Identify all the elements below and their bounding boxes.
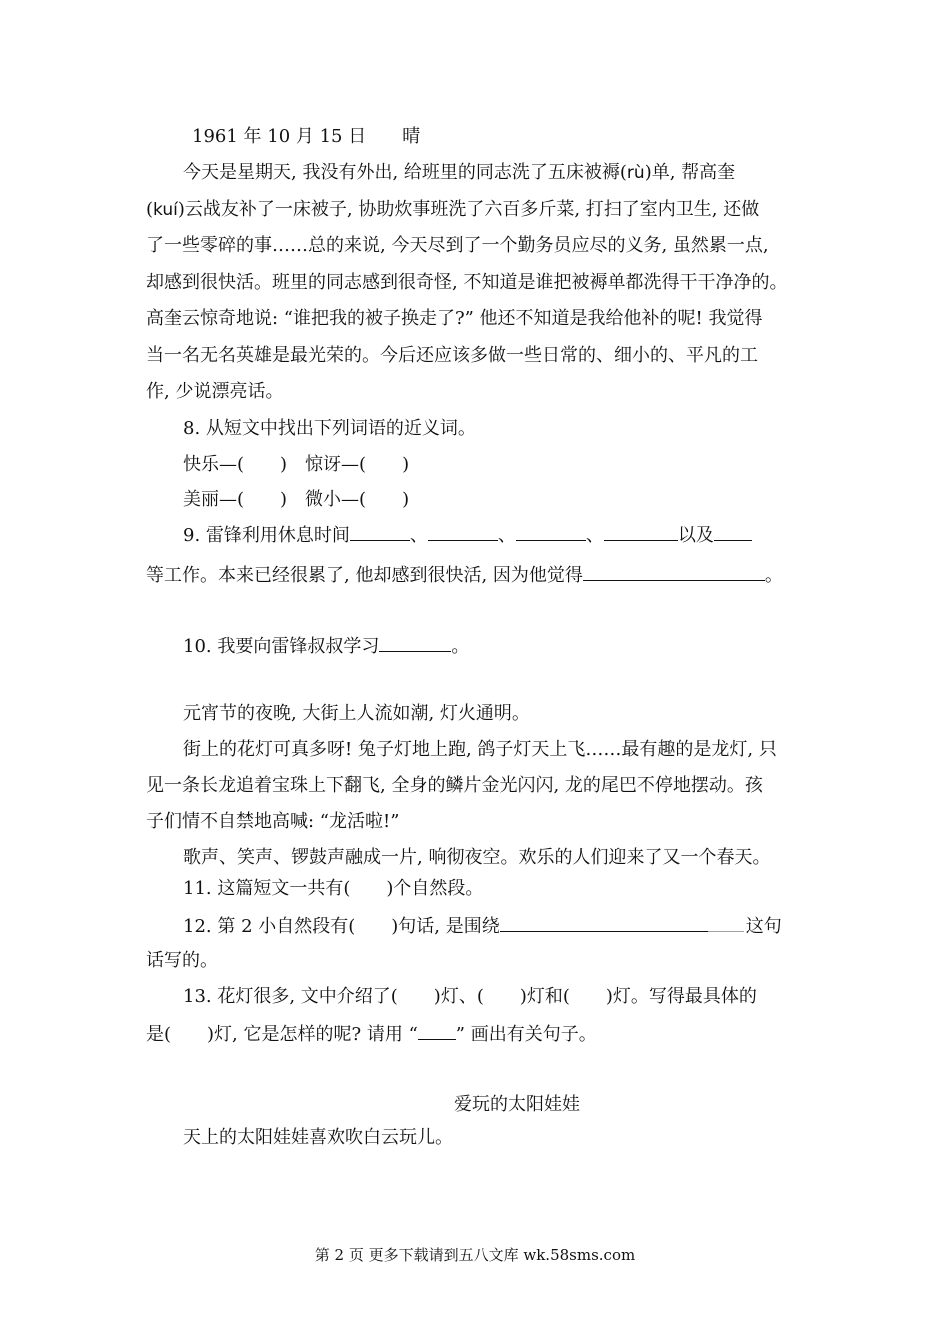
- text: 。: [451, 636, 470, 657]
- text: 10. 我要向雷锋叔叔学习: [183, 636, 380, 657]
- text: 、: [409, 525, 428, 546]
- answer-blank[interactable]: [583, 562, 765, 581]
- question-12-line-1: [183, 913, 816, 939]
- page-footer: 第 2 页 更多下载请到五八文库 wk.58sms.com: [314, 1246, 636, 1264]
- passage-2-para-2c: 子们情不自禁地高喊: “龙活啦!”: [146, 811, 400, 832]
- question-8: 8. 从短文中找出下列词语的近义词。: [183, 418, 476, 439]
- passage-2-para-3: 歌声、笑声、锣鼓声融成一片, 响彻夜空。欢乐的人们迎来了又一个春天。: [183, 847, 771, 868]
- text: )单, 帮高奎: [644, 162, 736, 183]
- diary-line-7: 作, 少说漂亮话。: [146, 381, 284, 402]
- question-13-line-2: [146, 1021, 816, 1047]
- text: 爱玩的太阳娃娃: [454, 1094, 580, 1115]
- text: 这句: [745, 916, 782, 937]
- text: 以及: [677, 525, 714, 546]
- pinyin-ru: rù: [626, 163, 645, 183]
- question-8-row-2: 美丽—( ) 微小—( ): [183, 489, 410, 510]
- question-10: [183, 633, 816, 659]
- underline-sample: [418, 1021, 456, 1040]
- question-11: 11. 这篇短文一共有( )个自然段。: [183, 878, 484, 899]
- passage-2-para-2a: 街上的花灯可真多呀! 兔子灯地上跑, 鸽子灯天上飞……最有趣的是龙灯, 只: [183, 739, 777, 760]
- diary-line-1: [183, 161, 816, 185]
- text: ” 画出有关句子。: [455, 1024, 597, 1045]
- question-12-line-2: 话写的。: [146, 950, 218, 971]
- answer-blank[interactable]: [428, 522, 498, 541]
- answer-blank[interactable]: [714, 522, 752, 541]
- answer-blank[interactable]: [500, 913, 708, 932]
- pinyin-kui: kuí: [153, 200, 178, 220]
- question-9-line-1: [183, 522, 816, 548]
- diary-line-3: 了一些零碎的事……总的来说, 今天尽到了一个勤务员应尽的义务, 虽然累一点,: [146, 235, 769, 256]
- answer-blank[interactable]: [379, 633, 451, 652]
- text: (: [146, 199, 154, 220]
- answer-blank-extension[interactable]: [708, 913, 744, 932]
- diary-line-4: 却感到很快活。班里的同志感到很奇怪, 不知道是谁把被褥单都洗得干干净净的。: [146, 272, 788, 293]
- question-9-line-2: [146, 562, 816, 588]
- diary-line-2: [146, 198, 816, 222]
- answer-blank[interactable]: [350, 522, 410, 541]
- text: )云战友补了一床被子, 协助炊事班洗了六百多斤菜, 打扫了室内卫生, 还做: [177, 199, 760, 220]
- text: 是( )灯, 它是怎样的呢? 请用 “: [146, 1024, 418, 1045]
- diary-line-5: 高奎云惊奇地说: “谁把我的被子换走了?” 他还不知道是我给他补的呢! 我觉得: [146, 308, 763, 329]
- question-8-row-1: 快乐—( ) 惊讶—( ): [183, 454, 410, 475]
- text: 、: [497, 525, 516, 546]
- text: 今天是星期天, 我没有外出, 给班里的同志洗了五床被褥(: [183, 162, 627, 183]
- passage-2-para-2b: 见一条长龙追着宝珠上下翻飞, 全身的鳞片金光闪闪, 龙的尾巴不停地摆动。孩: [146, 775, 763, 796]
- answer-blank[interactable]: [516, 522, 586, 541]
- passage-3-para-1: 天上的太阳娃娃喜欢吹白云玩儿。: [183, 1127, 453, 1148]
- text: 9. 雷锋利用休息时间: [183, 525, 350, 546]
- passage-3-title: [0, 1093, 950, 1117]
- answer-blank[interactable]: [604, 522, 678, 541]
- diary-line-6: 当一名无名英雄是最光荣的。今后还应该多做一些日常的、细小的、平凡的工: [146, 345, 758, 366]
- question-13-line-1: 13. 花灯很多, 文中介绍了( )灯、( )灯和( )灯。写得最具体的: [183, 986, 757, 1007]
- text: 12. 第 2 小自然段有( )句话, 是围绕: [183, 916, 500, 937]
- text: 。: [764, 565, 783, 586]
- passage-2-para-1: 元宵节的夜晚, 大街上人流如潮, 灯火通明。: [183, 703, 530, 724]
- diary-date: 1961 年 10 月 15 日 晴: [192, 126, 421, 147]
- text: 等工作。本来已经很累了, 他却感到很快活, 因为他觉得: [146, 565, 583, 586]
- text: 、: [585, 525, 604, 546]
